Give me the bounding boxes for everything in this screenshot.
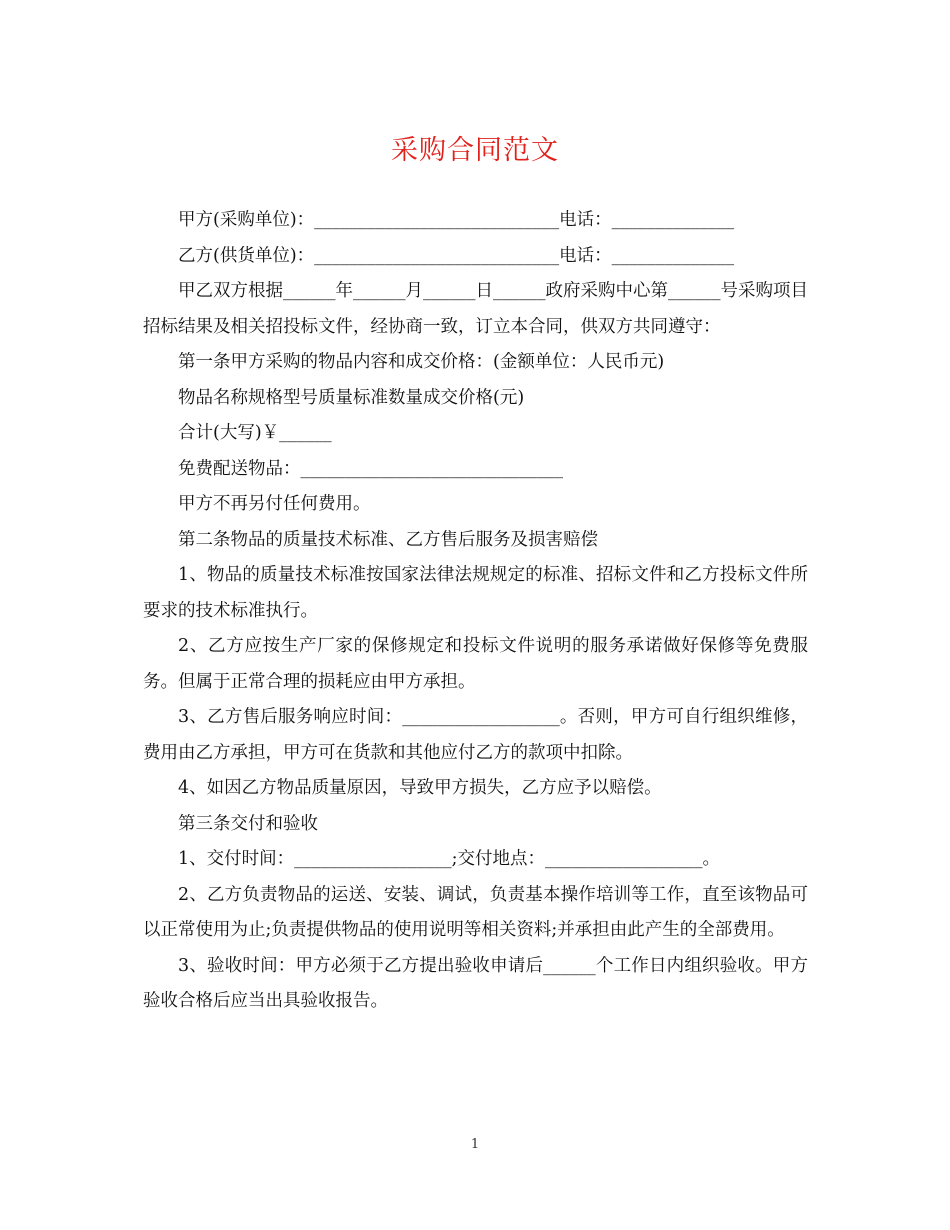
paragraph-clause-3-3: 3、验收时间：甲方必须于乙方提出验收申请后______个工作日内组织验收。甲方验收合格后应当出具验收报告。 — [143, 955, 808, 1011]
paragraph-article-2: 第二条物品的质量技术标准、乙方售后服务及损害赔偿 — [178, 529, 598, 550]
paragraph-party-b: 乙方(供货单位)：____________________________电话：______________ — [178, 245, 735, 266]
paragraph-party-a: 甲方(采购单位)：____________________________电话：______________ — [178, 210, 735, 230]
page-number: 1 — [470, 1137, 480, 1152]
paragraph-clause-2-2: 2、乙方应按生产厂家的保修规定和投标文件说明的服务承诺做好保修等免费服务。但属于正常合理的损耗应由甲方承担。 — [143, 636, 808, 692]
paragraph-article-1: 第一条甲方采购的物品内容和成交价格：(金额单位：人民币元) — [178, 352, 665, 372]
paragraph-clause-2-4: 4、如因乙方物品质量原因，导致甲方损失，乙方应予以赔偿。 — [178, 778, 662, 798]
paragraph-clause-3-1: 1、交付时间：__________________;交付地点：__________________。 — [178, 849, 721, 869]
paragraph-total: 合计(大写)￥______ — [178, 423, 332, 443]
paragraph-clause-2-1: 1、物品的质量技术标准按国家法律法规规定的标准、招标文件和乙方投标文件所要求的技术标准执行。 — [143, 565, 808, 621]
paragraph-article-3: 第三条交付和验收 — [178, 813, 318, 834]
paragraph-item-columns: 物品名称规格型号质量标准数量成交价格(元) — [178, 387, 525, 408]
paragraph-no-extra-fee: 甲方不再另付任何费用。 — [178, 494, 371, 514]
paragraph-clause-3-2: 2、乙方负责物品的运送、安装、调试，负责基本操作培训等工作，直至该物品可以正常使用为止;负责提供物品的使用说明等相关资料;并承担由此产生的全部费用。 — [143, 884, 808, 940]
document-title: 采购合同范文 — [391, 135, 559, 166]
paragraph-preamble: 甲乙双方根据______年______月______日______政府采购中心第______号采购项目招标结果及相关招投标文件，经协商一致，订立本合同，供双方共同遵守： — [143, 281, 808, 337]
document-body — [143, 203, 808, 1020]
paragraph-free-items: 免费配送物品：______________________________ — [178, 458, 563, 479]
paragraph-clause-2-3: 3、乙方售后服务响应时间：__________________。否则，甲方可自行组织维修，费用由乙方承担，甲方可在货款和其他应付乙方的款项中扣除。 — [143, 707, 808, 763]
